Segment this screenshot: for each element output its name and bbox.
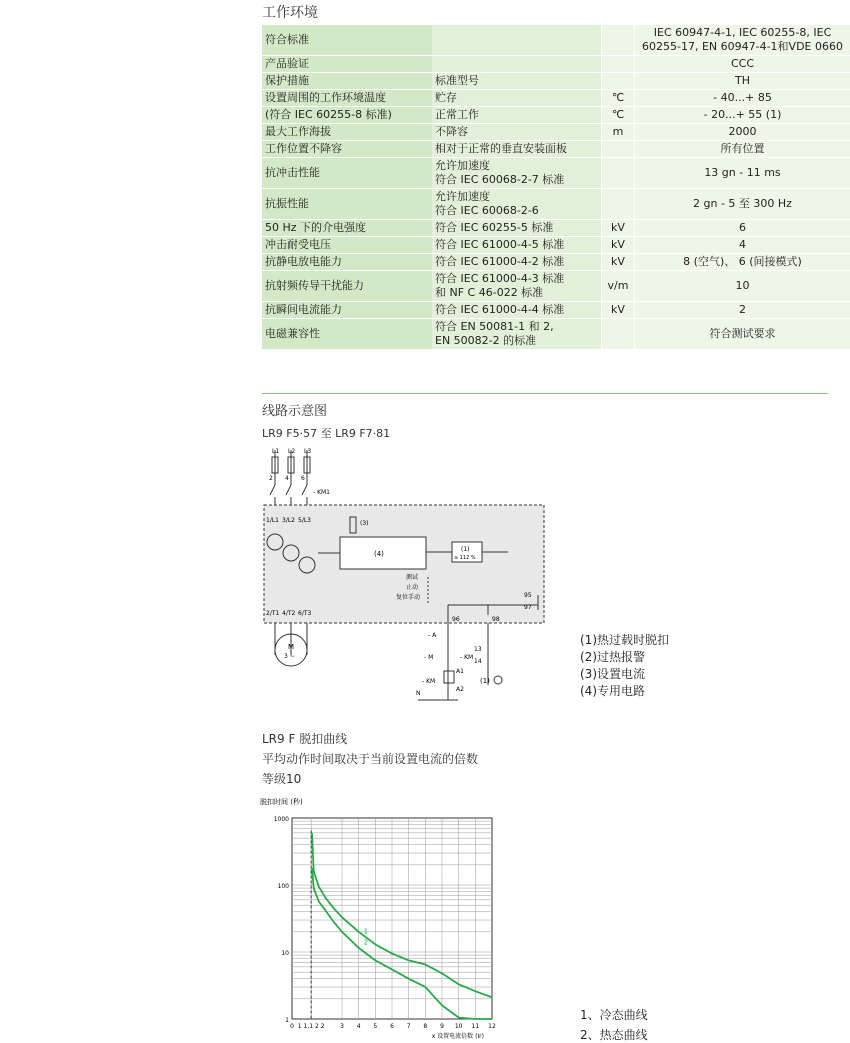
spec-cell-c3: kV xyxy=(602,220,635,237)
spec-cell-c4: 13 gn - 11 ms xyxy=(635,158,850,189)
label-a1: A1 xyxy=(456,668,464,675)
label-1l1: 1/L1 xyxy=(266,517,279,524)
y-axis-label: 脱扣时间 (秒) xyxy=(260,797,303,806)
y-tick-label: 1 xyxy=(285,1017,289,1024)
spec-cell-c2: 符合 IEC 61000-4-4 标准 xyxy=(432,302,602,319)
spec-cell-c3: kV xyxy=(602,237,635,254)
spec-row xyxy=(262,73,850,90)
x-tick-label: 1 1,1 2 2 xyxy=(298,1023,325,1030)
spec-cell-c4: 2 gn - 5 至 300 Hz xyxy=(635,189,850,220)
x-tick-label: 4 xyxy=(357,1023,361,1030)
label-box1b: ≥ 112 % xyxy=(454,555,476,561)
spec-cell-c3 xyxy=(602,319,635,350)
spec-cell-c3: ℃ xyxy=(602,90,635,107)
y-tick-label: 100 xyxy=(278,883,290,890)
spec-cell-c4: 2 xyxy=(635,302,850,319)
spec-cell-c4: 所有位置 xyxy=(635,141,850,158)
spec-cell-c1: 抗瞬间电流能力 xyxy=(262,302,432,319)
spec-cell-c2: 贮存 xyxy=(432,90,602,107)
spec-row xyxy=(262,319,850,350)
spec-row xyxy=(262,302,850,319)
spec-cell-c3 xyxy=(602,56,635,73)
spec-cell-c4: 8 (空气)、 6 (间接模式) xyxy=(635,254,850,271)
label-km-contact: - KM xyxy=(460,654,473,661)
spec-row xyxy=(262,254,850,271)
spec-cell-c2: 正常工作 xyxy=(432,107,602,124)
curve-class: 等级10 xyxy=(262,770,301,787)
label-n: N xyxy=(416,690,421,697)
label-km-coil: - KM xyxy=(422,678,435,685)
label-l2: L2 xyxy=(288,448,295,455)
label-13: 13 xyxy=(474,646,482,653)
label-97: 97 xyxy=(524,604,532,611)
label-6t3: 6/T3 xyxy=(298,610,312,617)
label-note3: (3) xyxy=(360,520,369,527)
label-motor-3ph: 3 ~ xyxy=(284,653,295,660)
label-3l2: 3/L2 xyxy=(282,517,295,524)
label-stop: 止动 xyxy=(406,583,418,591)
spec-cell-c4: 10 xyxy=(635,271,850,302)
spec-cell-c1: 设置周围的工作环境温度 xyxy=(262,90,432,107)
label-l3: L3 xyxy=(304,448,311,455)
spec-row xyxy=(262,189,850,220)
spec-cell-c2: 符合 EN 50081-1 和 2, EN 50082-2 的标准 xyxy=(432,319,602,350)
spec-row xyxy=(262,25,850,56)
curve-title: LR9 F 脱扣曲线 xyxy=(262,730,347,747)
section-divider xyxy=(262,393,828,394)
spec-cell-c2: 符合 IEC 61000-4-3 标准 和 NF C 46-022 标准 xyxy=(432,271,602,302)
spec-cell-c3: kV xyxy=(602,254,635,271)
label-box4: (4) xyxy=(374,550,384,558)
spec-cell-c1: 最大工作海拔 xyxy=(262,124,432,141)
spec-cell-c4: TH xyxy=(635,73,850,90)
trip-curve-chart xyxy=(258,790,518,1041)
spec-cell-c4: - 40...+ 85 xyxy=(635,90,850,107)
spec-cell-c3 xyxy=(602,158,635,189)
series-label: 1 xyxy=(364,927,368,935)
spec-cell-c2 xyxy=(432,25,602,56)
spec-cell-c2: 允许加速度 符合 IEC 60068-2-6 xyxy=(432,189,602,220)
label-lamp: (1) xyxy=(480,677,490,685)
legend-item: (3)设置电流 xyxy=(580,666,669,683)
label-m: - M xyxy=(424,654,433,661)
spec-cell-c3: m xyxy=(602,124,635,141)
label-95: 95 xyxy=(524,592,532,599)
label-a: - A xyxy=(428,632,437,639)
spec-cell-c2 xyxy=(432,56,602,73)
circuit-legend xyxy=(580,632,669,700)
legend-item: (1)热过载时脱扣 xyxy=(580,632,669,649)
label-98: 98 xyxy=(492,616,500,623)
label-km1: - KM1 xyxy=(313,489,330,496)
x-tick-label: 8 xyxy=(423,1023,427,1030)
spec-cell-c2: 不降容 xyxy=(432,124,602,141)
curve-legend-1: 1、冷态曲线 xyxy=(580,1006,648,1023)
label-2t1: 2/T1 xyxy=(266,610,280,617)
spec-cell-c4: - 20...+ 55 (1) xyxy=(635,107,850,124)
spec-row xyxy=(262,271,850,302)
circuit-title: 线路示意图 xyxy=(262,400,327,419)
spec-cell-c4: 6 xyxy=(635,220,850,237)
label-l1: L1 xyxy=(272,448,279,455)
spec-cell-c1: 产品验证 xyxy=(262,56,432,73)
spec-cell-c3: kV xyxy=(602,302,635,319)
y-tick-label: 10 xyxy=(281,950,289,957)
x-tick-label: 12 xyxy=(488,1023,496,1030)
spec-cell-c3 xyxy=(602,73,635,90)
label-4t2: 4/T2 xyxy=(282,610,296,617)
spec-cell-c2: 标准型号 xyxy=(432,73,602,90)
x-tick-label: 0 xyxy=(290,1023,294,1030)
spec-cell-c1: 50 Hz 下的介电强度 xyxy=(262,220,432,237)
spec-row xyxy=(262,90,850,107)
label-t6: 6 xyxy=(301,475,305,482)
y-tick-label: 1000 xyxy=(274,816,289,823)
label-box1: (1) xyxy=(461,546,470,553)
spec-row xyxy=(262,141,850,158)
spec-row xyxy=(262,158,850,189)
spec-cell-c1: 抗静电放电能力 xyxy=(262,254,432,271)
spec-cell-c4: 2000 xyxy=(635,124,850,141)
legend-item: (4)专用电路 xyxy=(580,683,669,700)
spec-cell-c3 xyxy=(602,189,635,220)
spec-cell-c3: ℃ xyxy=(602,107,635,124)
curve-desc: 平均动作时间取决于当前设置电流的倍数 xyxy=(262,750,478,767)
spec-cell-c1: 抗冲击性能 xyxy=(262,158,432,189)
spec-cell-c3 xyxy=(602,141,635,158)
series-label: 2 xyxy=(364,938,368,946)
spec-row xyxy=(262,220,850,237)
spec-table xyxy=(262,25,850,350)
spec-cell-c4: 符合测试要求 xyxy=(635,319,850,350)
spec-cell-c1: 电磁兼容性 xyxy=(262,319,432,350)
spec-row xyxy=(262,237,850,254)
spec-row xyxy=(262,107,850,124)
label-a2: A2 xyxy=(456,686,464,693)
x-tick-label: 7 xyxy=(407,1023,411,1030)
spec-cell-c2: 允许加速度 符合 IEC 60068-2-7 标准 xyxy=(432,158,602,189)
x-tick-label: 6 xyxy=(390,1023,394,1030)
spec-cell-c2: 符合 IEC 61000-4-5 标准 xyxy=(432,237,602,254)
label-96: 96 xyxy=(452,616,460,623)
spec-cell-c2: 符合 IEC 60255-5 标准 xyxy=(432,220,602,237)
spec-cell-c1: 抗射频传导干扰能力 xyxy=(262,271,432,302)
label-motor: M xyxy=(288,643,294,651)
curve-legend-2: 2、热态曲线 xyxy=(580,1026,648,1043)
label-14: 14 xyxy=(474,658,482,665)
label-reset: 复位手动 xyxy=(396,593,420,601)
spec-cell-c4: 4 xyxy=(635,237,850,254)
x-tick-label: 5 xyxy=(373,1023,377,1030)
environment-title: 工作环境 xyxy=(262,2,318,22)
spec-row xyxy=(262,124,850,141)
label-t2: 2 xyxy=(269,475,273,482)
circuit-subtitle: LR9 F5·57 至 LR9 F7·81 xyxy=(262,425,390,441)
legend-item: (2)过热报警 xyxy=(580,649,669,666)
spec-cell-c4: IEC 60947-4-1, IEC 60255-8, IEC 60255-17, EN 60947-4-1和VDE 0660 xyxy=(635,25,850,56)
x-tick-label: 9 xyxy=(440,1023,444,1030)
label-5l3: 5/L3 xyxy=(298,517,311,524)
spec-cell-c1: 工作位置不降容 xyxy=(262,141,432,158)
spec-cell-c3 xyxy=(602,25,635,56)
spec-cell-c1: 保护措施 xyxy=(262,73,432,90)
spec-cell-c2: 符合 IEC 61000-4-2 标准 xyxy=(432,254,602,271)
x-tick-label: 10 xyxy=(455,1023,463,1030)
spec-cell-c2: 相对于正常的垂直安装面板 xyxy=(432,141,602,158)
spec-cell-c1: (符合 IEC 60255-8 标准) xyxy=(262,107,432,124)
spec-cell-c1: 符合标准 xyxy=(262,25,432,56)
spec-cell-c1: 抗振性能 xyxy=(262,189,432,220)
spec-cell-c4: CCC xyxy=(635,56,850,73)
label-t4: 4 xyxy=(285,475,289,482)
spec-cell-c1: 冲击耐受电压 xyxy=(262,237,432,254)
x-tick-label: 11 xyxy=(472,1023,480,1030)
label-test: 测试 xyxy=(406,573,418,581)
x-axis-label: x 设置电流倍数 (Ir) xyxy=(432,1032,484,1040)
spec-cell-c3: v/m xyxy=(602,271,635,302)
spec-row xyxy=(262,56,850,73)
x-tick-label: 3 xyxy=(340,1023,344,1030)
circuit-diagram xyxy=(258,445,558,705)
